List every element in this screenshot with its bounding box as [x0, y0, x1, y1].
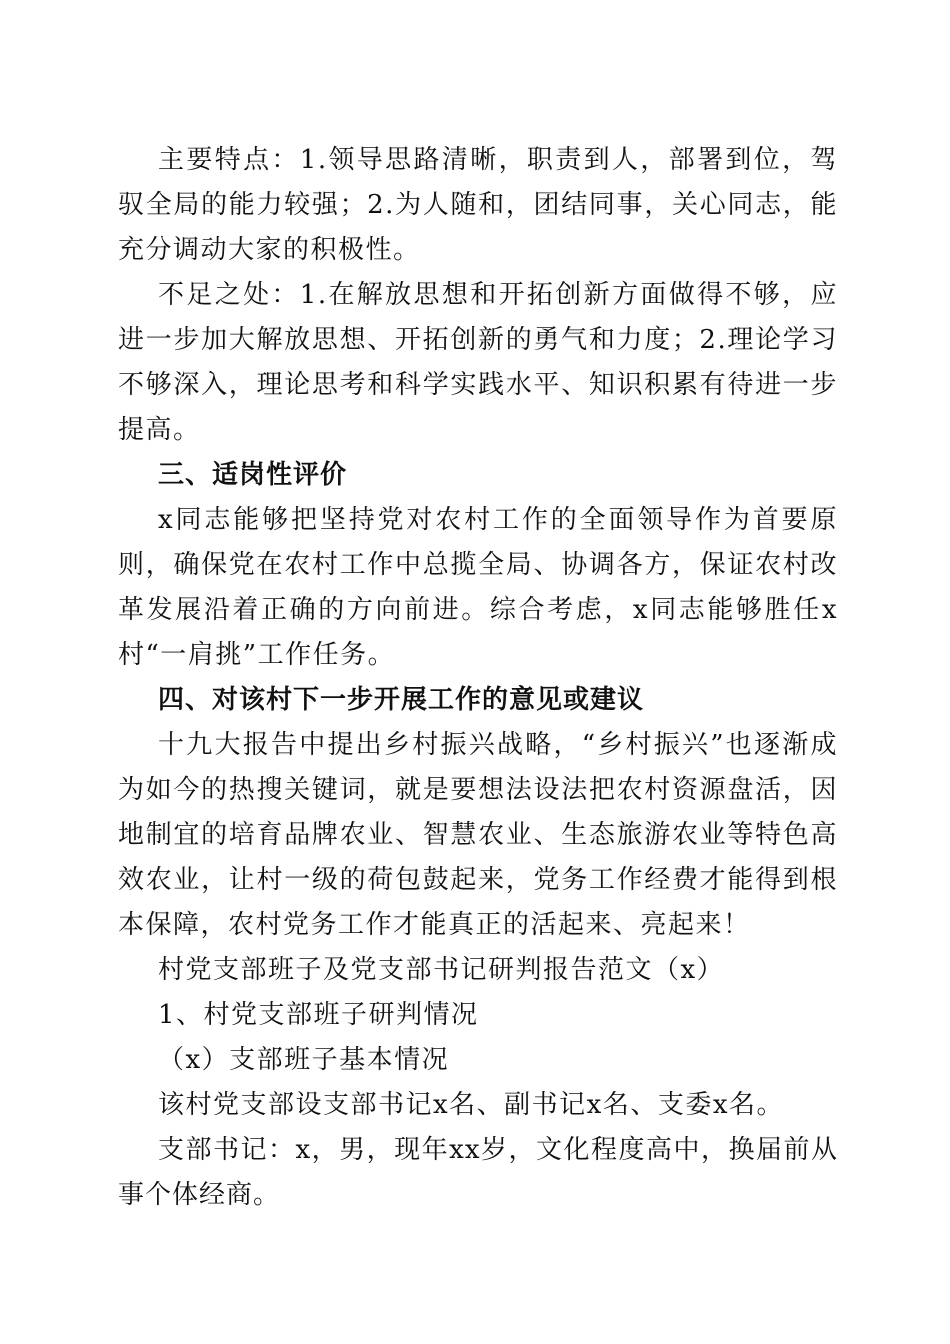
paragraph-main-features: 主要特点：1.领导思路清晰，职责到人，部署到位，驾驭全局的能力较强；2.为人随和，团结同事，关心同志，能充分调动大家的积极性。 — [118, 145, 838, 265]
heading-suitability-evaluation: 三、适岗性评价 — [158, 460, 348, 490]
paragraph-rural-revitalization: 十九大报告中提出乡村振兴战略，“乡村振兴”也逐渐成为如今的热搜关键词，就是要想法设法把农村资源盘活，因地制宜的培育品牌农业、智慧农业、生态旅游农业等特色高效农业，让村一级的荷包鼓起来，党务工作经费才能得到根本保障，农村党务工作才能真正的活起来、亮起来！ — [118, 730, 838, 940]
paragraph-shortcomings: 不足之处：1.在解放思想和开拓创新方面做得不够，应进一步加大解放思想、开拓创新的勇气和力度；2.理论学习不够深入，理论思考和科学实践水平、知识积累有待进一步提高。 — [118, 280, 838, 445]
heading-suggestions: 四、对该村下一步开展工作的意见或建议 — [158, 685, 645, 715]
paragraph-branch-secretary: 支部书记：x，男，现年xx岁，文化程度高中，换届前从事个体经商。 — [118, 1135, 838, 1210]
document-body — [118, 138, 838, 1218]
paragraph-subsection-basic: （x）支部班子基本情况 — [158, 1045, 450, 1075]
paragraph-report-title: 村党支部班子及党支部书记研判报告范文（x） — [158, 955, 725, 985]
paragraph-branch-composition: 该村党支部设支部书记x名、副书记x名、支委x名。 — [158, 1090, 784, 1120]
paragraph-suitability: x同志能够把坚持党对农村工作的全面领导作为首要原则，确保党在农村工作中总揽全局、协调各方，保证农村改革发展沿着正确的方向前进。综合考虑，x同志能够胜任x村“一肩挑”工作任务。 — [118, 505, 838, 670]
paragraph-section-1: 1、村党支部班子研判情况 — [158, 1000, 479, 1030]
